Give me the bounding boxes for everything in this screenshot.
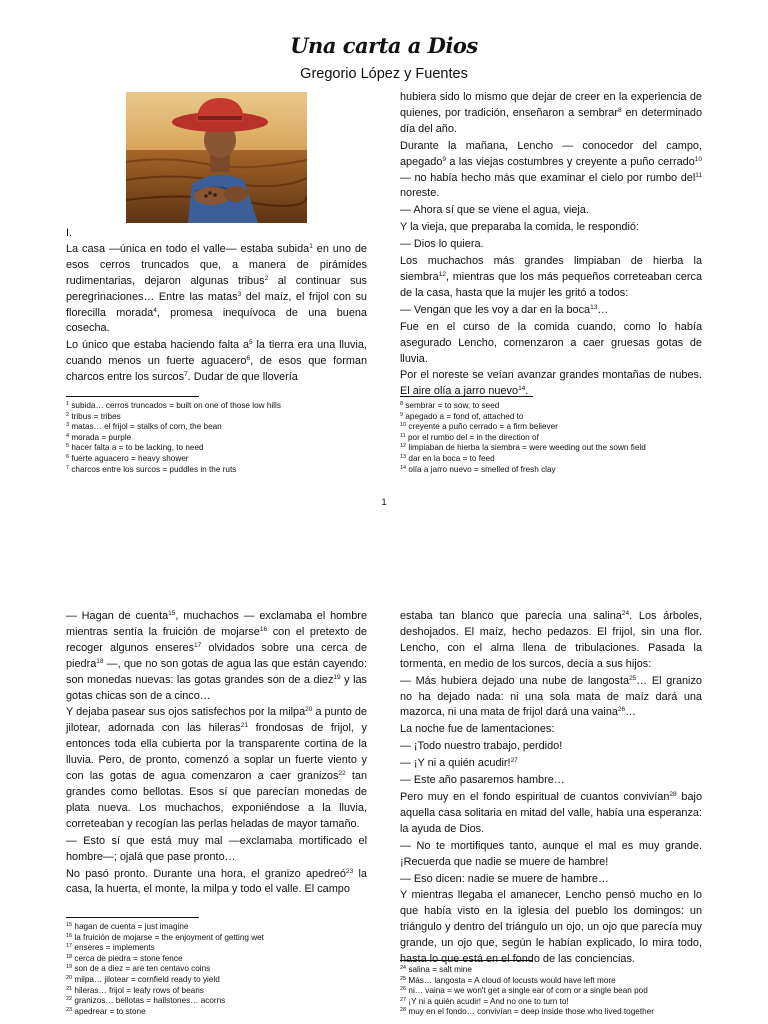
text-run: La noche fue de lamentaciones:	[400, 723, 555, 736]
page1-right-footnotes	[400, 401, 646, 475]
author-name: Gregorio López y Fuentes	[300, 66, 468, 82]
paragraph	[400, 674, 702, 722]
footnote-number: 18	[66, 953, 73, 960]
footnote-text: limpiaban de hierba la siembra = were weeding out the sown field	[406, 443, 646, 453]
footnote-ref[interactable]: 22	[338, 770, 346, 778]
text-run: bajo aquella casa solitaria en mitad del valle, había una esperanza: la ayuda de Dios.	[400, 790, 702, 835]
text-run: con el pretexto de recoger algunos enseres	[66, 625, 367, 654]
footnote-text: tribus = tribes	[69, 411, 121, 421]
footnote-ref[interactable]: 14	[518, 385, 526, 393]
text-run: Fue en el curso de la comida cuando, como lo había asegurado Lencho, comenzaron a caer gruesas gotas de lluvia.	[400, 320, 702, 365]
footnote-ref[interactable]: 4	[153, 306, 157, 314]
paragraph	[400, 756, 702, 772]
footnote	[66, 454, 281, 465]
paragraph	[66, 705, 367, 832]
page2-right-column	[400, 609, 702, 968]
text-run: Y dejaba pasear sus ojos satisfechos por la milpa	[66, 706, 306, 719]
footnote-number: 1	[66, 401, 70, 407]
text-run: Pero muy en el fondo espiritual de cuantos convivían	[400, 790, 670, 803]
footnote	[66, 465, 281, 476]
footnote-ref[interactable]: 19	[333, 673, 341, 681]
footnote-text: cerca de piedra = stone fence	[72, 953, 183, 963]
footnote-ref[interactable]: 16	[259, 625, 268, 633]
text-run: — No te mortifiques tanto, aunque el mal es muy grande. ¡Recuerda que nadie se muere de hambre!	[400, 839, 702, 868]
paragraph	[66, 609, 367, 704]
footnote	[400, 433, 646, 444]
footnote	[400, 965, 654, 976]
footnote-ref[interactable]: 15	[168, 610, 176, 617]
text-run: — no había hecho más que examinar el cielo por rumbo del	[400, 171, 696, 184]
footnote-text: salina = salt mine	[406, 965, 472, 974]
footnote-text: Más… langosta = A cloud of locusts would have left more	[406, 975, 616, 985]
footnote-ref[interactable]: 28	[669, 790, 677, 798]
footnote-text: matas… el frijol = stalks of corn, the bean	[69, 422, 222, 432]
footnote-text: milpa… jilotear = cornfield ready to yield	[72, 974, 220, 984]
paragraph	[400, 773, 702, 789]
text-run: — Este año pasaremos hambre…	[400, 774, 565, 787]
footnote-ref[interactable]: 17	[194, 641, 202, 649]
page1-right-column	[400, 90, 702, 400]
paragraph	[400, 237, 702, 253]
paragraph	[400, 320, 702, 368]
page2-left-column	[66, 609, 367, 898]
paragraph	[400, 888, 702, 968]
footnote-text: morada = purple	[69, 432, 132, 442]
footnote	[400, 454, 646, 465]
footnote-divider	[66, 917, 199, 918]
footnote-ref[interactable]: 3	[237, 290, 242, 298]
text-run: — ¡Todo nuestro trabajo, perdido!	[400, 740, 563, 753]
footnote-ref[interactable]: 21	[240, 722, 248, 730]
footnote	[400, 412, 646, 423]
text-run: . Los árboles, deshojados. El maíz, hecho pedazos. El frijol, sin una flor. Lencho, con el alma llena de tribulaciones. Pasada la tormenta, en medio de los surcos, decía a sus hijos:	[400, 610, 702, 670]
footnote	[66, 996, 264, 1007]
text-run: Lo único que estaba haciendo falta a	[66, 339, 250, 352]
text-run: — Eso dicen: nadie se muere de hambre…	[400, 872, 609, 885]
footnote-number: 10	[400, 422, 407, 429]
footnote	[66, 1007, 264, 1018]
footnote-number: 8	[400, 401, 404, 407]
text-run: — Más hubiera dejado una nube de langosta	[400, 674, 630, 687]
text-run: — ¡Y ni a quién acudir!	[400, 757, 511, 770]
footnote	[66, 401, 281, 412]
text-run: noreste.	[400, 187, 440, 200]
footnote	[66, 443, 281, 454]
footnote-ref[interactable]: 10	[694, 155, 702, 163]
paragraph	[400, 872, 702, 888]
footnote-text: por el rumbo del = in the direction of	[405, 432, 539, 442]
footnote-text: fuerte aguacero = heavy shower	[69, 453, 189, 463]
footnote-text: enseres = implements	[72, 943, 155, 953]
page1-right-paragraphs	[400, 90, 702, 400]
footnote	[66, 922, 264, 933]
text-run: — Dios lo quiera.	[400, 238, 484, 251]
footnote-number: 4	[66, 432, 70, 439]
page1-left-paragraphs	[66, 242, 367, 386]
text-run: estaba tan blanco que parecía una salina	[400, 610, 622, 622]
text-run: del maíz, el frijol con su florecilla morada	[66, 290, 367, 319]
text-run: …	[597, 303, 609, 316]
page1-left-footnotes	[66, 401, 281, 475]
footnote-ref[interactable]: 12	[438, 270, 446, 278]
text-run: Y mientras llegaba el amanecer, Lencho pensó mucho en lo que había visto en la iglesia del pueblo los domingos: un triángulo y dentro del triángulo un ojo, un ojo que parecía muy grande, un ojo que, según le habían explicado, lo mira todo, hasta lo que está en el fondo de las conciencias.	[400, 889, 702, 966]
text-run: en uno de esos cerros truncados que, a manera de pirámides rudimentarias, dejaron algunas tribus	[66, 242, 367, 287]
page1-left-column	[66, 226, 367, 386]
paragraph	[400, 739, 702, 755]
footnote-number: 24	[400, 965, 407, 971]
footnote-ref[interactable]: 7	[184, 371, 188, 379]
text-run: al continuar sus peregrinaciones… Entre las matas	[66, 274, 367, 303]
footnote	[400, 422, 646, 433]
paragraph	[66, 242, 367, 337]
footnote-number: 22	[66, 996, 73, 1003]
footnote-text: olía a jarro nuevo = smelled of fresh clay	[406, 464, 556, 474]
footnote-divider	[66, 396, 199, 397]
text-run: . Dudar de que llovería	[187, 371, 298, 384]
footnote-number: 19	[66, 964, 73, 971]
footnote-text: creyente a puño cerrado = a firm believer	[406, 422, 558, 432]
footnote-text: sembrar = to sow, to seed	[403, 401, 500, 410]
footnote-number: 7	[66, 464, 70, 471]
footnote	[400, 1007, 654, 1018]
footnote-text: dar en la boca = to feed	[406, 453, 495, 463]
footnote	[66, 954, 264, 965]
paragraph	[66, 338, 367, 386]
text-run: … El granizo no ha dejado nada: ni una sola mata de maíz dará una mazorca, ni una mata de frijol dará una vaina	[400, 674, 702, 719]
text-run: Durante la mañana, Lencho — conocedor del campo, apegado	[400, 139, 702, 168]
text-run: la casa, la huerta, el monte, la milpa y todo el valle. El campo	[66, 867, 367, 896]
footnote	[400, 443, 646, 454]
footnote-ref[interactable]: 11	[695, 171, 702, 179]
text-run: la tierra era una lluvia, cuando menos un fuerte aguacero	[66, 339, 367, 368]
text-run: olvidados sobre una cerca de piedra	[66, 641, 367, 670]
text-run: tan grandes como bellotas. Esos sí que parecían monedas de plata nueva. Los muchachos, exponiéndose a la lluvia, correteaban y recogían las perlas heladas de mayor tamaño.	[66, 770, 367, 830]
footnote-number: 14	[400, 464, 407, 471]
text-run: , mientras que los más pequeños correteaban cerca de la casa, hasta que la mujer les gritó a todos:	[400, 270, 702, 299]
footnote-number: 2	[66, 411, 70, 418]
page2-right-paragraphs	[400, 609, 702, 968]
footnote-text: hagan de cuenta = just imagine	[72, 922, 189, 931]
text-run: frondosas de frijol, y entonces toda ella cubierta por la transparente cortina de la lluvia. Pero, de pronto, comenzó a soplar un fuerte viento y con las gotas de agua comenzaron a caer granizos	[66, 722, 368, 783]
footnote-number: 9	[400, 411, 404, 418]
footnote-text: apedrear = to stone	[72, 1006, 146, 1016]
footnote-ref[interactable]: 8	[617, 106, 622, 114]
paragraph	[400, 609, 702, 673]
text-run: , muchachos — exclamaba el hombre mientras sentía la fruición de mojarse	[66, 610, 367, 638]
footnote-text: granizos… bellotas = hailstones… acorns	[72, 996, 226, 1006]
paragraph	[66, 834, 367, 866]
footnote-number: 28	[400, 1007, 407, 1014]
footnote-number: 3	[66, 422, 70, 429]
footnote-text: hacer falta a = to be lacking, to need	[69, 443, 204, 453]
text-run: a las viejas costumbres y creyente a puño cerrado	[446, 155, 695, 168]
footnote-divider	[400, 396, 533, 397]
footnote-text: subida… cerros truncados = built on one of those low hills	[69, 401, 281, 410]
paragraph	[400, 722, 702, 738]
text-run: No pasó pronto. Durante una hora, el granizo apedreó	[66, 867, 346, 880]
footnote	[400, 997, 654, 1008]
footnote-ref[interactable]: 6	[246, 355, 251, 363]
text-run: en determinado día del año.	[400, 106, 703, 135]
footnote-ref[interactable]: 26	[617, 706, 626, 714]
paragraph	[66, 867, 367, 899]
page2-left-footnotes	[66, 922, 264, 1017]
footnote-ref[interactable]: 23	[345, 867, 354, 875]
footnote-ref[interactable]: 5	[249, 339, 253, 347]
footnote	[400, 401, 646, 412]
footnote-text: la fruición de mojarse = the enjoyment of getting wet	[72, 932, 264, 942]
page-2	[0, 560, 768, 1024]
footnote-number: 26	[400, 986, 407, 993]
footnote-ref[interactable]: 27	[510, 757, 518, 765]
text-run: hubiera sido lo mismo que dejar de creer en la experiencia de quienes, por tradición, enseñaron a sembrar	[400, 91, 702, 119]
farmer-painting	[126, 92, 307, 223]
paragraph	[400, 254, 702, 302]
footnote-text: hileras… frijol = leafy rows of beans	[72, 985, 204, 995]
text-run: .	[525, 385, 529, 398]
footnote-number: 21	[66, 985, 73, 992]
footnote-ref[interactable]: 18	[96, 657, 104, 665]
footnote-ref[interactable]: 9	[442, 155, 447, 163]
paragraph	[400, 90, 702, 138]
footnote-number: 13	[400, 453, 407, 460]
footnote	[400, 976, 654, 987]
page2-right-footnotes	[400, 965, 654, 1018]
paragraph	[400, 790, 702, 838]
footnote	[66, 943, 264, 954]
footnote-ref[interactable]: 25	[629, 674, 637, 682]
footnote-text: apegado a = fond of, attached to	[403, 411, 524, 421]
paragraph	[400, 139, 702, 203]
farmer-illustration	[126, 92, 307, 223]
footnote-text: muy en el fondo… convivían = deep inside those who lived together	[406, 1007, 654, 1017]
footnote-number: 11	[400, 432, 406, 439]
footnote-number: 15	[66, 922, 73, 928]
footnote	[400, 986, 654, 997]
paragraph	[400, 839, 702, 871]
footnote-number: 27	[400, 996, 407, 1003]
text-run: , promesa inequívoca de una buena cosecha.	[66, 306, 367, 335]
footnote	[66, 975, 264, 986]
footnote-number: 12	[400, 443, 407, 450]
text-run: — Vengan que les voy a dar en la boca	[400, 303, 591, 316]
page-number: 1	[381, 497, 387, 508]
footnote	[66, 964, 264, 975]
footnote-text: ni… vaina = we won't get a single ear of corn or a single bean pod	[406, 986, 648, 996]
footnote-ref[interactable]: 2	[264, 274, 269, 282]
footnote-text: charcos entre los surcos = puddles in the ruts	[69, 464, 237, 474]
paragraph	[400, 303, 702, 319]
footnote-ref[interactable]: 20	[305, 706, 313, 714]
footnote	[66, 412, 281, 423]
paragraph	[400, 220, 702, 236]
text-run: …	[625, 706, 637, 719]
footnote-number: 20	[66, 974, 73, 981]
text-run: — Ahora sí que se viene el agua, vieja.	[400, 204, 589, 217]
footnote-number: 17	[66, 943, 73, 950]
story-title: Una carta a Dios	[290, 33, 478, 58]
footnote	[66, 986, 264, 997]
text-run: a punto de jilotear, adornada con las hileras	[66, 706, 367, 735]
text-run: —, que no son gotas de agua las que están cayendo: son monedas nuevas: las gotas grandes son de a diez	[66, 657, 367, 686]
footnote-number: 23	[66, 1006, 73, 1013]
text-run: — Esto sí que está muy mal —exclamaba mortificado el hombre—; ojalá que pase pronto…	[66, 834, 367, 863]
text-run: , de esos que forman charcos entre los surcos	[66, 355, 367, 384]
footnote-ref[interactable]: 1	[309, 242, 313, 250]
footnote	[66, 422, 281, 433]
footnote-divider	[400, 960, 533, 961]
footnote-text: son de a diez = are ten centavo coins	[72, 964, 211, 974]
text-run: Y la vieja, que preparaba la comida, le respondió:	[400, 221, 639, 234]
text-run: y las gotas chicas son de a cinco…	[66, 673, 367, 702]
footnote-number: 5	[66, 443, 70, 450]
footnote-number: 16	[66, 932, 73, 939]
section-marker: I.	[66, 227, 73, 239]
page2-left-paragraphs	[66, 609, 367, 898]
footnote-number: 25	[400, 975, 407, 982]
text-run: — Hagan de cuenta	[66, 610, 169, 622]
footnote-number: 6	[66, 453, 70, 460]
footnote	[400, 465, 646, 476]
footnote	[66, 933, 264, 944]
text-run: Por el noreste se veían avanzar grandes montañas de nubes. El aire olía a jarro nuevo	[400, 369, 702, 398]
footnote-ref[interactable]: 13	[590, 303, 598, 311]
footnote-text: ¡Y ni a quién acudir! = And no one to turn to!	[406, 996, 569, 1006]
footnote	[66, 433, 281, 444]
text-run: La casa —única en todo el valle— estaba subida	[66, 242, 310, 255]
text-run: Los muchachos más grandes limpiaban de hierba la siembra	[400, 255, 702, 283]
footnote-ref[interactable]: 24	[621, 610, 630, 617]
paragraph	[400, 203, 702, 219]
